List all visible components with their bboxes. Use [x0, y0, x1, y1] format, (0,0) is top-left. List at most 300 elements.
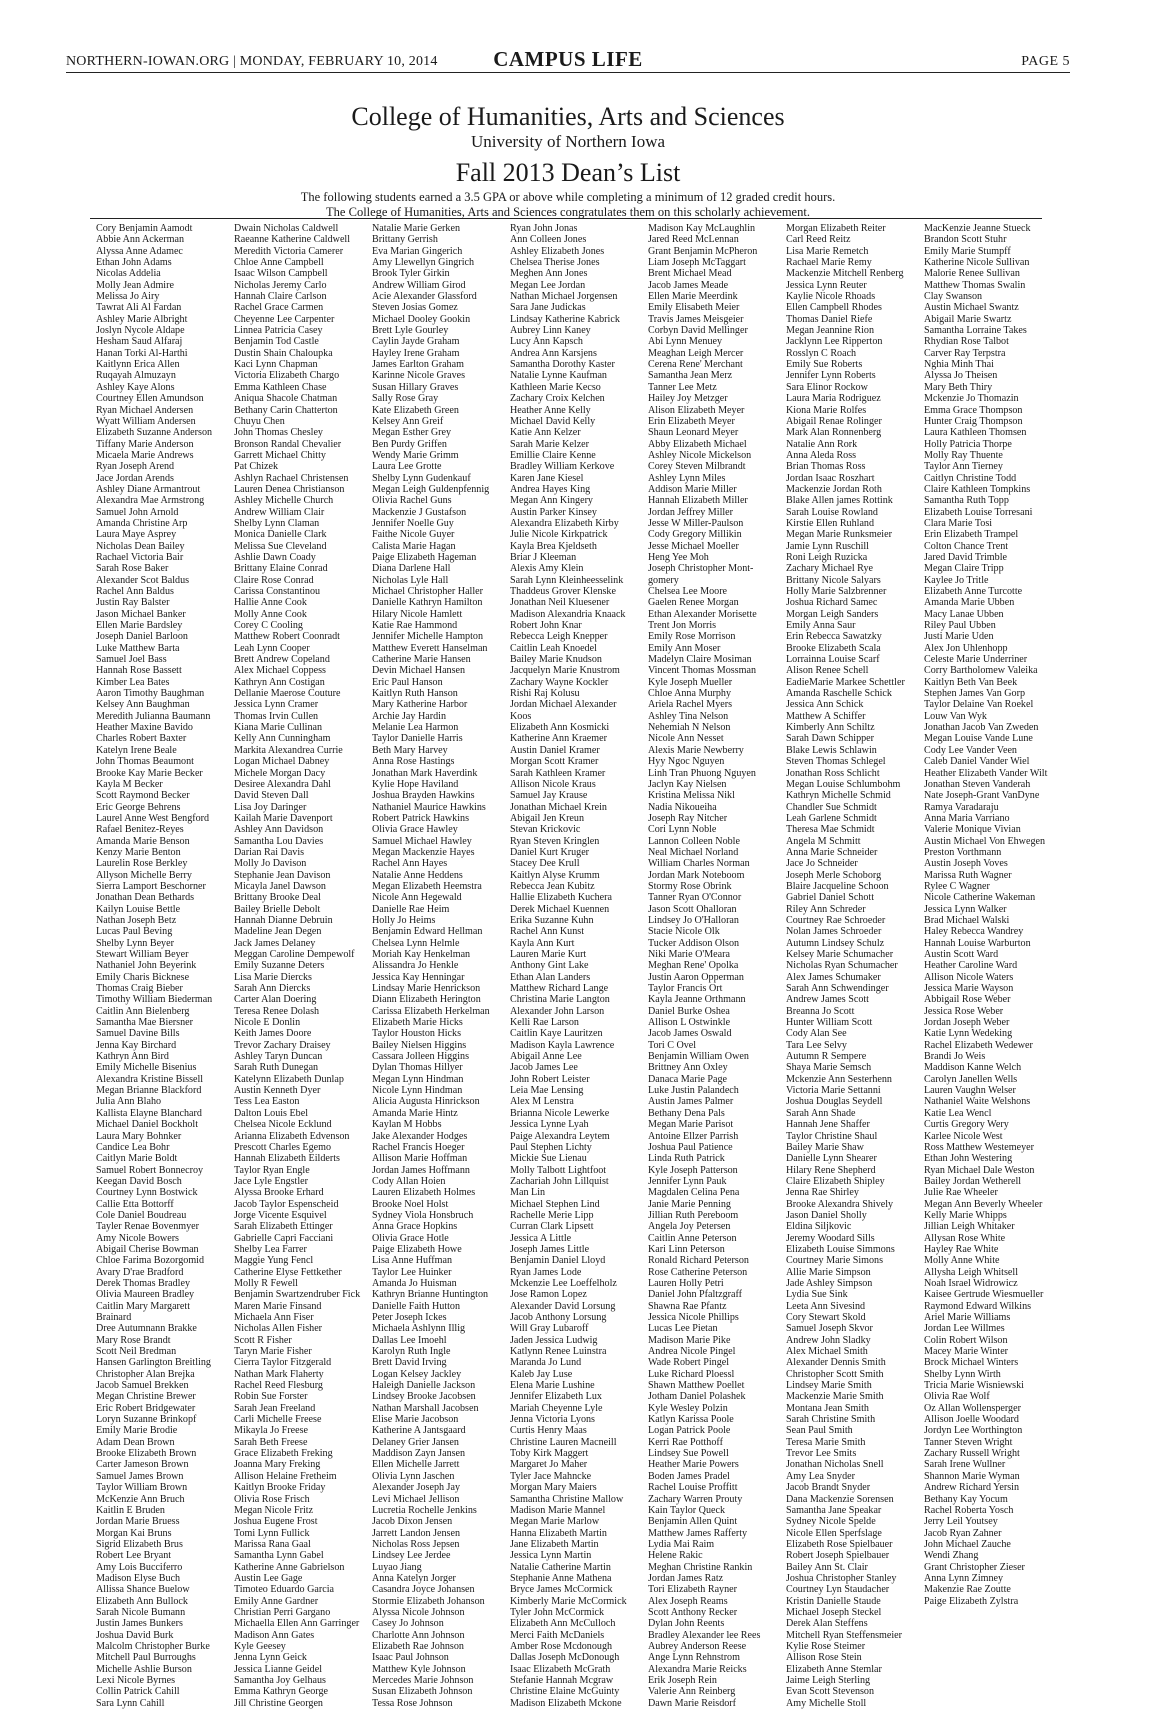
student-name: Rachelle Merie Lipp [510, 1209, 594, 1221]
student-name: Kayla Jeanne Orthmann [648, 994, 746, 1006]
student-name: Victoria Marie Settanni [786, 1085, 881, 1097]
student-name: Desiree Alexandra Dahl [234, 778, 331, 790]
student-name: Brock Michael Winters [924, 1357, 1019, 1369]
student-name: Emily Sue Roberts [786, 359, 863, 371]
student-name: Neal Michael Norland [648, 846, 739, 858]
student-name: Acie Alexander Glassford [372, 291, 477, 303]
student-name: Alyssa Jo Theisen [924, 370, 998, 382]
student-name: Madelyn Claire Mosiman [648, 654, 752, 666]
student-name: Lisa Marie Remetch [786, 245, 869, 257]
student-name: Niki Marie O'Meara [648, 949, 730, 960]
student-name: Olivia Rachel Guns [372, 495, 452, 507]
student-name: Matthew A Schiffer [786, 710, 866, 722]
student-name: Rachael Victoria Bair [96, 551, 184, 563]
student-name: Thomas Irvin Cullen [234, 710, 319, 722]
student-name: Melissa Sue Cleveland [234, 540, 327, 552]
student-name: Kyle Wesley Polzin [648, 1402, 728, 1414]
student-name: Clara Marie Tosi [924, 517, 993, 529]
student-name: Kailyn Louise Bettle [96, 903, 181, 915]
student-name: Abigail Cherise Bowman [96, 1243, 199, 1255]
student-name: Samantha Jane Speakar [786, 1504, 882, 1516]
student-name: Alexander Scot Baldus [96, 574, 190, 586]
student-name: Ashley Taryn Duncan [234, 1051, 323, 1063]
student-name: Maren Marie Finsand [234, 1300, 322, 1312]
student-name: Elizabeth Suzanne Anderson [96, 427, 213, 439]
student-name: Michelle Ashlie Burson [96, 1663, 192, 1675]
student-name: Linda Ruth Patrick [648, 1153, 725, 1165]
student-name: Ashley Kaye Alons [96, 381, 175, 393]
student-name: Morgan Elizabeth Reiter [786, 223, 886, 234]
student-name: Kimberly Ann Schiltz [786, 722, 875, 734]
student-name: Kathryn Ann Costigan [234, 676, 325, 688]
student-name: Ethan Alan Landers [510, 971, 591, 983]
student-name: Justin Ray Balster [96, 597, 170, 609]
student-name: Kaitlynn Erica Allen [96, 359, 180, 371]
student-name: Allysha Leigh Whitsell [924, 1266, 1019, 1278]
student-name: Lindsay Marie Henrickson [372, 983, 481, 995]
student-name: Amy Lea Snyder [786, 1470, 855, 1482]
student-name: Jacob James Lee [510, 1062, 578, 1074]
student-name: Stephanie Anne Mathena [510, 1572, 612, 1584]
student-name: Carissa Constantinou [234, 586, 321, 597]
student-name: Shannon Marie Wyman [924, 1470, 1020, 1482]
student-name: Stormie Elizabeth Johanson [372, 1595, 485, 1607]
names-column [924, 223, 1056, 1709]
student-name: Austin Lee Gage [234, 1572, 303, 1584]
student-name: James Earlton Graham [372, 359, 464, 371]
student-name: Sarah Ann Shade [786, 1107, 856, 1119]
student-name: Kain Taylor Queck [648, 1504, 726, 1516]
student-name: Erin Rebecca Sawatzky [786, 631, 882, 643]
student-name: Shelby Lynn Gudenkauf [372, 472, 471, 484]
student-name: Karlee Nicole West [924, 1130, 1003, 1142]
student-name: Kaci Lynn Chapman [234, 359, 318, 371]
student-name: Amber Rose Mcdonough [510, 1640, 613, 1652]
header-site-date: NORTHERN-IOWAN.ORG | MONDAY, FEBRUARY 10, 2014 [66, 54, 438, 69]
student-name: Ashley Lynn Miles [648, 472, 726, 484]
student-name: Michaela Ann Fiser [234, 1312, 314, 1323]
student-name: Emily Michelle Bisenius [96, 1062, 197, 1074]
student-name: Alexander John Larson [510, 1005, 605, 1017]
student-name: Sigrid Elizabeth Brus [96, 1538, 183, 1550]
student-name: Molly Jean Admire [96, 279, 174, 291]
student-name: Nicole Ellen Sperfslage [786, 1527, 882, 1539]
student-name: Scott Anthony Recker [648, 1606, 738, 1618]
student-name: Taylor Ann Tierney [924, 461, 1003, 473]
student-name: Rachel Ann Hayes [372, 858, 448, 870]
student-name: Ben Purdy Griffen [372, 438, 447, 450]
student-name: Lindsey Sue Powell [648, 1448, 729, 1460]
student-name: Jordan Joseph Weber [924, 1017, 1010, 1029]
student-name: Janie Marie Penning [648, 1198, 731, 1210]
student-name: Austin Joseph Voves [924, 858, 1008, 870]
student-name: Hanna Elizabeth Martin [510, 1527, 607, 1539]
student-name: Ryan James Lode [510, 1266, 582, 1278]
student-name: Brittney Ann Oxley [648, 1062, 728, 1074]
student-name: Shelby Lynn Wirth [924, 1368, 1001, 1380]
student-name: Joshua Eugene Frost [234, 1516, 318, 1528]
student-name: Megan Louise Schlumbohm [786, 778, 901, 790]
student-name: Isaac Elizabeth McGrath [510, 1663, 611, 1675]
student-name: Megan Jeannine Rion [786, 325, 875, 337]
student-name: Lauren Vaughn Welser [924, 1085, 1016, 1097]
student-name: Sierra Lamport Beschorner [96, 880, 206, 892]
student-name: Jordan James Hoffmann [372, 1164, 470, 1176]
student-name: Kelly Marie Whipps [924, 1209, 1007, 1221]
student-name: Megan Claire Tripp [924, 563, 1004, 575]
student-name: Karolyn Ruth Ingle [372, 1346, 451, 1358]
student-name: Megan Esther Grey [372, 427, 452, 439]
student-name: Lisa Marie Diercks [234, 971, 312, 983]
student-name: Hansen Garlington Breitling [96, 1357, 211, 1369]
student-name: Chelsea Lynn Helmle [372, 937, 460, 949]
student-name: Joseph Christopher Mont- [648, 563, 754, 575]
student-name: Zachary Warren Prouty [648, 1493, 743, 1505]
student-name: Taylor Lee Huinker [372, 1266, 452, 1278]
student-name: Ann Colleen Jones [510, 234, 587, 246]
student-name: Abbigail Rose Weber [924, 994, 1011, 1006]
student-name: Nicole E Donlin [234, 1017, 301, 1029]
student-name: Julie Nicole Kirkpatrick [510, 529, 608, 541]
student-name: Anna Rose Hastings [372, 756, 455, 768]
deans-list-title: Fall 2013 Dean’s List [455, 158, 681, 187]
student-name: Chelsea Nicole Ecklund [234, 1119, 332, 1131]
student-name: Tessa Rose Johnson [372, 1697, 453, 1709]
student-name: Shelby Lea Farrer [234, 1243, 307, 1255]
student-name: Lindsey Jo O'Halloran [648, 914, 739, 926]
student-name: Jose Ramon Lopez [510, 1289, 587, 1301]
student-name: Rishi Raj Kolusu [510, 688, 580, 700]
student-name: Jessica Marie Wayson [924, 983, 1014, 995]
student-name: Derek Thomas Bradley [96, 1277, 190, 1289]
student-name: Heather Marie Powers [648, 1459, 739, 1471]
student-name: Matthew Thomas Swalin [924, 279, 1026, 291]
student-name: Tanner Steven Wright [924, 1436, 1013, 1448]
student-name: Logan Michael Dabney [234, 756, 330, 768]
student-name: Scott Neil Bredman [96, 1346, 177, 1358]
student-name: Jace Lyle Engstler [234, 1175, 308, 1187]
student-name: Hesham Saud Alfaraj [96, 336, 183, 348]
student-name: Jaden Jessica Ludwig [510, 1334, 598, 1346]
header-rule [66, 72, 1070, 73]
student-name: Bradley William Kerkove [510, 461, 615, 473]
student-name: Rebecca Jean Kubitz [510, 880, 595, 892]
student-name: Amanda Marie Ubben [924, 597, 1015, 609]
student-name: Curran Clark Lipsett [510, 1221, 594, 1233]
student-name: Cheyenne Lee Carpenter [234, 313, 335, 325]
student-name: Michaela Ashlynn Illig [372, 1323, 466, 1335]
student-name: Tiffany Marie Anderson [96, 438, 194, 450]
student-name: Corey Steven Milbrandt [648, 461, 746, 473]
student-name: Jessica Nicole Phillips [648, 1312, 739, 1323]
student-name: Ross Matthew Westemeyer [924, 1141, 1035, 1153]
student-name: Mackenzie Jordan Roth [786, 483, 882, 495]
student-name: Eric Robert Bridgewater [96, 1402, 196, 1414]
student-name: Lydia Mai Raim [648, 1538, 715, 1550]
student-name: Stevan Krickovic [510, 824, 581, 836]
student-name: Sara Elinor Rockow [786, 381, 868, 393]
student-name: Jennifer Michelle Hampton [372, 631, 483, 643]
student-name: Dallas Lee Imoehl [372, 1334, 447, 1346]
student-name: Elizabeth Rae Johnson [372, 1640, 464, 1652]
student-name: Jared David Trimble [924, 551, 1007, 563]
student-name: Hayley Rae White [924, 1243, 999, 1255]
student-name: Tanner Lee Metz [648, 381, 717, 393]
student-name: Lexi Nicole Byrnes [96, 1675, 176, 1686]
student-name: Taylor Francis Ort [648, 983, 723, 995]
student-name: Jacob Brandt Snyder [786, 1482, 871, 1494]
student-name: Nghia Minh Thai [924, 359, 994, 371]
student-name: Julia Ann Blaho [96, 1096, 162, 1108]
student-name: Kallista Elayne Blanchard [96, 1107, 202, 1119]
student-name: Danielle Kathryn Hamilton [372, 597, 483, 609]
student-name: Taylor Houston Hicks [372, 1028, 462, 1040]
student-name: Jason Michael Banker [96, 608, 186, 620]
student-name: Olivia Lynn Jaschen [372, 1470, 455, 1482]
student-name: Macy Lanae Ubben [924, 608, 1004, 620]
student-name: John Thomas Chesley [234, 427, 323, 439]
student-name: Raeanne Katherine Caldwell [234, 234, 351, 246]
student-name: Samuel Robert Bonnecroy [96, 1164, 204, 1176]
student-name: Haley Rebecca Wandrey [924, 926, 1024, 938]
student-name: Lauren Elizabeth Holmes [372, 1187, 476, 1199]
student-name: Alexander David Lorsung [510, 1300, 616, 1312]
student-name: Kelsey Marie Schumacher [786, 949, 894, 960]
student-name: Holly Patricia Thorpe [924, 438, 1012, 450]
student-name: Justin James Bunkers [96, 1618, 183, 1630]
title-rule [90, 218, 1042, 219]
student-name: Joseph James Little [510, 1243, 590, 1255]
student-name: Samantha Lynn Gabel [234, 1550, 324, 1562]
student-name: Meaghan Leigh Mercer [648, 347, 744, 359]
student-name: Morgan Scott Kramer [510, 756, 599, 768]
student-name: Jennifer Noelle Guy [372, 517, 454, 529]
student-name: Mitchell Ryan Steffensmeier [786, 1629, 903, 1641]
student-name: Ashley Tina Nelson [648, 710, 729, 722]
student-name: Anna Grace Hopkins [372, 1221, 458, 1233]
student-name: Stacie Nicole Olk [648, 926, 720, 938]
student-name: Natalie Anne Heddens [372, 869, 463, 881]
student-name: Tomi Lynn Fullick [234, 1527, 310, 1539]
student-name: Aaron Timothy Baughman [96, 688, 205, 700]
student-name: Cole Daniel Boudreau [96, 1209, 187, 1221]
student-name: Joseph Merle Schoborg [786, 869, 882, 881]
student-name: Caylin Jayde Graham [372, 336, 460, 348]
student-name: Joanna Mary Freking [234, 1459, 321, 1471]
student-name: Leah Garlene Schmidt [786, 812, 877, 824]
student-name: Samuel Joel Bass [96, 654, 167, 666]
student-name: Hayley Irene Graham [372, 347, 460, 359]
student-name: Christine Elaine McGuinty [510, 1686, 620, 1698]
student-name: Robert Patrick Hawkins [372, 812, 469, 824]
student-name: Austin Parker Kinsey [510, 506, 597, 518]
student-name: Michael Dooley Gookin [372, 313, 471, 325]
student-name: Dustin Shain Chaloupka [234, 347, 333, 359]
student-name: Shawna Rae Pfantz [648, 1300, 727, 1312]
student-name: Charles Robert Baxter [96, 733, 187, 745]
student-name: Candice Lea Bohr [96, 1141, 170, 1153]
student-name: Jorge Vicente Esquivel [234, 1209, 327, 1221]
student-name: Michael David Kelly [510, 415, 596, 427]
student-name: Joshua David Burk [96, 1629, 174, 1641]
student-name: Jonathan Ross Schlicht [786, 767, 880, 779]
student-name: Morgan Leigh Sanders [786, 608, 879, 620]
student-name: Sarah Ruth Dunegan [234, 1062, 319, 1074]
student-name: Katelynn Elizabeth Dunlap [234, 1073, 344, 1085]
student-name: Lindsey Marie Smith [786, 1380, 872, 1392]
student-name: Andrew John Sladky [786, 1334, 871, 1346]
student-name: Rafael Benitez-Reyes [96, 824, 184, 836]
student-name: Caitlin Mary Margarett [96, 1300, 190, 1312]
student-name: Emily Anne Gardner [234, 1595, 319, 1607]
intro-text: The following students earned a 3.5 GPA or above while completing a minimum of 12 graded credit hours. [300, 190, 836, 204]
student-name: Justi Marie Uden [924, 631, 994, 643]
student-name: Shawn Matthew Poellet [648, 1380, 745, 1392]
student-name: Mckenzie Lee Loeffelholz [510, 1277, 617, 1289]
student-name: Robert John Knar [510, 620, 582, 632]
student-name: Jill Christine Georgen [234, 1697, 323, 1709]
student-name: Hailey Joy Metzger [648, 393, 728, 405]
student-name: Jessica Kay Henningar [372, 971, 465, 983]
student-name: Bailey Marie Knudson [510, 654, 602, 666]
student-name: Micayla Janel Dawson [234, 880, 326, 892]
student-name: Stephen James Van Gorp [924, 688, 1026, 700]
student-name: Dylan John Reents [648, 1618, 725, 1630]
student-name: Jonathan Dean Bethards [96, 892, 195, 904]
student-name: Ashley Diane Armantrout [96, 483, 201, 495]
student-name: Mary Beth Thiry [924, 381, 993, 393]
page-number: PAGE 5 [1021, 54, 1070, 69]
student-name: Amanda Christine Arp [96, 517, 188, 529]
student-name: David Steven Dall [234, 790, 309, 802]
student-name: Samantha Lorraine Takes [924, 325, 1027, 337]
student-name: Carissa Elizabeth Herkelman [372, 1005, 490, 1017]
student-name: Jessica Ann Schick [786, 699, 864, 711]
student-name: Allison Nicole Waters [924, 971, 1014, 983]
student-name: Abigail Anne Lee [510, 1051, 582, 1063]
student-name: Jessica A Little [510, 1232, 572, 1244]
student-name: Kaitlyn Beth Van Beek [924, 676, 1018, 688]
student-name: Jordan Marie Bruess [96, 1516, 180, 1528]
student-name: Brittany Elaine Conrad [234, 563, 328, 575]
student-name: Jarrett Landon Jensen [372, 1527, 461, 1539]
student-name: Sarah Ann Schwendinger [786, 983, 889, 995]
student-name: Taylor Danielle Harris [372, 733, 463, 745]
student-name: Allison Nicole Kraus [510, 778, 596, 790]
student-name: Jessica Lianne Geidel [234, 1663, 323, 1675]
student-name: Robert Joseph Spielbauer [786, 1550, 890, 1562]
student-name: Cassara Jolleen Higgins [372, 1051, 469, 1063]
student-name: Tara Lee Selvy [786, 1039, 847, 1051]
student-name: Zachary Wayne Kockler [510, 676, 609, 688]
student-name: Alex James Schumaker [786, 971, 881, 983]
student-name: Jordan Isaac Roszhart [786, 472, 875, 484]
student-name: Taylor Delaine Van Roekel [924, 699, 1034, 711]
student-name: Valerie Monique Vivian [924, 824, 1021, 836]
student-name: Megan Mackenzie Hayes [372, 846, 475, 858]
student-name: Sarah Ann Diercks [234, 983, 311, 995]
student-name: Jacklynn Lee Ripperton [786, 336, 883, 348]
student-name: Jordan Michael Alexander [510, 699, 617, 711]
student-name: Jesse Michael Moeller [648, 540, 739, 552]
student-name: Rhydian Rose Talbot [924, 336, 1009, 348]
student-name: Jordan Jeffrey Miller [648, 506, 734, 518]
student-name: Merci Faith McDaniels [510, 1629, 605, 1641]
student-name: Daniel Kurt Kruger [510, 846, 590, 858]
student-name: Ashlie Dawn Coady [234, 551, 316, 563]
student-name: Brooke Elizabeth Scala [786, 642, 881, 654]
university-title: University of Northern Iowa [470, 132, 666, 151]
student-name: Rachael Marie Remy [786, 257, 872, 269]
student-name: Leia Mae Lensing [510, 1085, 584, 1097]
student-name: Alex Joseph Reams [648, 1595, 728, 1607]
student-name: Keegan David Bosch [96, 1175, 182, 1187]
student-name: Madison Marie Pike [648, 1334, 731, 1346]
student-name: Brittany Gerrish [372, 234, 438, 246]
student-name: Garrett Michael Chitty [234, 449, 326, 461]
student-name: Linh Tran Phuong Nguyen [648, 767, 756, 779]
student-name: Hallie Elizabeth Kuchera [510, 892, 613, 904]
student-name: Olivia Maureen Bradley [96, 1289, 195, 1301]
student-name: Angela M Schmitt [786, 835, 861, 847]
student-name: Archie Jay Hardin [372, 710, 446, 722]
student-name: Meghan Rene' Opolka [648, 960, 739, 972]
student-name: Megan Elizabeth Heemstra [372, 880, 482, 892]
student-name: Natalie Lynne Kaufman [510, 370, 607, 382]
student-name: Monica Danielle Clark [234, 529, 327, 541]
student-name: Tori C Ovel [648, 1039, 697, 1051]
student-name: Karinne Nicole Graves [372, 370, 466, 382]
student-name: Rylee C Wagner [924, 880, 990, 892]
student-name: Erin Elizabeth Meyer [648, 415, 735, 427]
student-name: Kiona Marie Rolfes [786, 404, 867, 416]
student-name: Ariela Rachel Myers [648, 699, 733, 711]
student-name: Teresa Marie Smith [786, 1436, 866, 1448]
student-name: Kyle Joseph Mueller [648, 676, 733, 688]
student-name: Logan Patrick Poole [648, 1425, 731, 1437]
student-name: Stormy Rose Obrink [648, 880, 732, 892]
student-name: Megan Louise Vande Lune [924, 733, 1033, 745]
student-name: Abigail Renae Rolinger [786, 415, 882, 427]
student-name: Kari Linn Peterson [648, 1243, 725, 1255]
student-name: Jesse W Miller-Paulson [648, 517, 744, 529]
student-name: Allison Marie Hoffman [372, 1153, 468, 1165]
student-name: Jerry Leil Youtsey [924, 1516, 998, 1528]
student-name: Jordyn Lee Worthington [924, 1425, 1023, 1437]
student-name: Kaleb Jay Luse [510, 1368, 573, 1380]
student-name: Brett Andrew Copeland [234, 654, 330, 666]
student-name: Moriah Kay Henkelman [372, 949, 471, 960]
student-name: Leeta Ann Sivesind [786, 1300, 866, 1312]
student-name: Jennifer Elizabeth Lux [510, 1391, 602, 1403]
student-name: Jack James Delaney [234, 937, 316, 949]
student-name: Brittany Nicole Salyars [786, 574, 881, 586]
student-name: Hannah Claire Carlson [234, 291, 327, 303]
student-name: Bailey Ann St. Clair [786, 1561, 868, 1573]
student-name: Laura Maye Asprey [96, 529, 177, 541]
student-name: Hilary Nicole Hamlett [372, 608, 463, 620]
student-name: Helene Rakic [648, 1550, 703, 1562]
student-name: Elise Marie Jacobson [372, 1414, 459, 1426]
student-name: Thomas Craig Bieber [96, 983, 183, 995]
student-name: Katie Lynn Wedeking [924, 1028, 1013, 1040]
student-name: Rosslyn C Roach [786, 347, 857, 359]
student-name: Emily Suzanne Deters [234, 960, 325, 972]
student-name: Cody Lee Vander Veen [924, 744, 1017, 756]
student-name: Laura Kathleen Thomsen [924, 427, 1027, 439]
student-name: Clay Swanson [924, 291, 983, 303]
student-name: Andrea Nicole Pingel [648, 1346, 736, 1358]
